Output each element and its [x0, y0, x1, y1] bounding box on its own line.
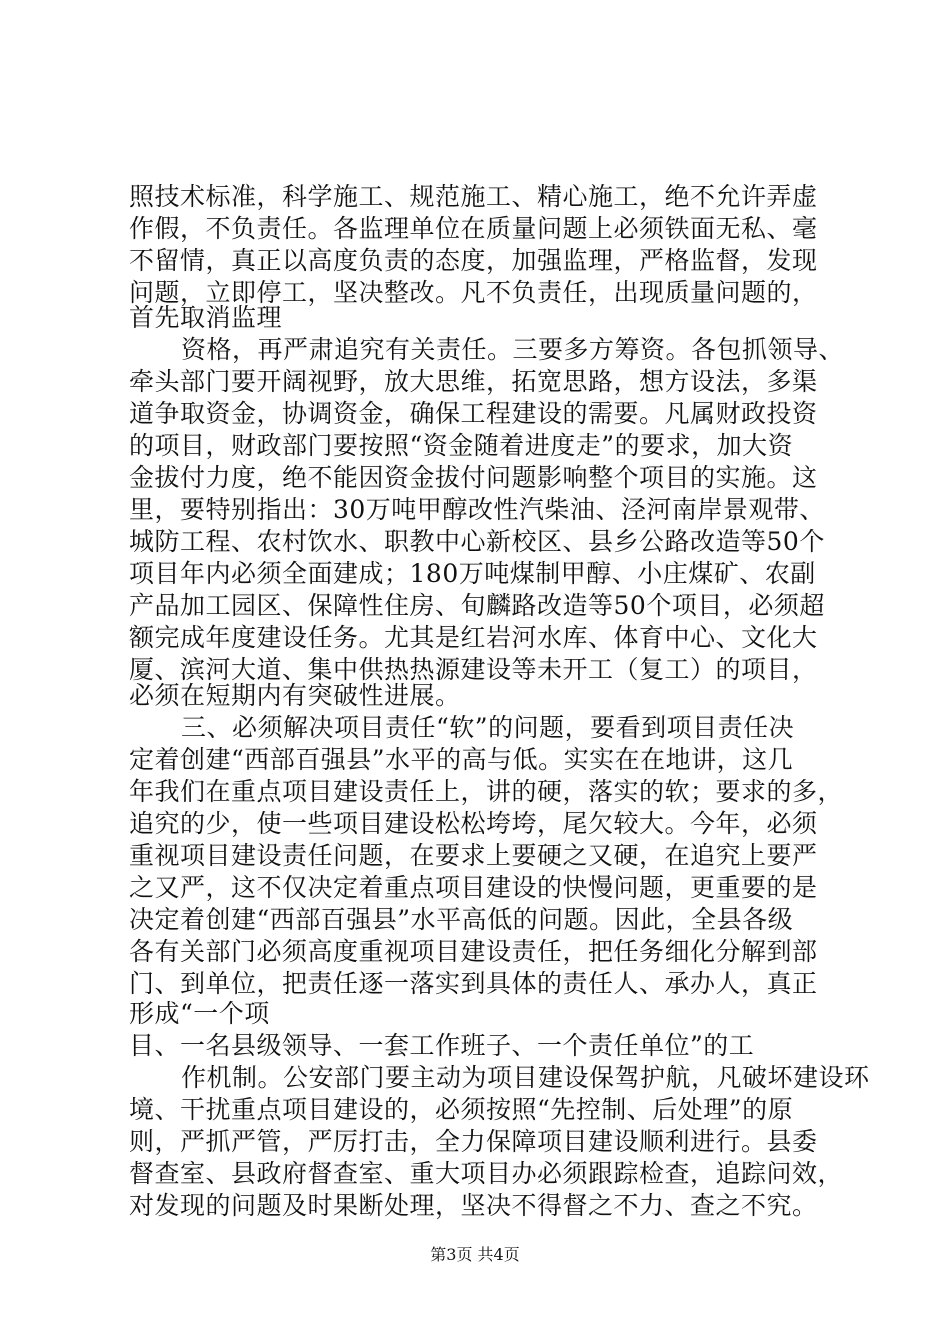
text-line-2: 作假，不负责任。各监理单位在质量问题上必须铁面无私、毫 — [129, 214, 818, 243]
text-line-7: 牵头部门要开阔视野，放大思维，拓宽思路，想方设法，多渠 — [129, 367, 818, 396]
text-line-15: 额完成年度建设任务。尤其是红岩河水库、体育中心、文化大 — [129, 623, 818, 652]
text-line-8: 道争取资金，协调资金，确保工程建设的需要。凡属财政投资 — [129, 399, 818, 428]
text-line-20: 年我们在重点项目建设责任上，讲的硬，落实的软；要求的多， — [129, 777, 844, 806]
text-line-17: 必须在短期内有突破性进展。 — [129, 681, 461, 710]
text-line-30: 境、干扰重点项目建设的，必须按照“先控制、后处理”的原 — [129, 1095, 794, 1124]
text-line-25: 各有关部门必须高度重视项目建设责任，把任务细化分解到部 — [129, 937, 818, 966]
text-line-10: 金拔付力度，绝不能因资金拔付问题影响整个项目的实施。这 — [129, 463, 818, 492]
page-footer: 第3页 共4页 — [430, 1245, 520, 1264]
text-line-19: 定着创建“西部百强县”水平的高与低。实实在在地讲，这几 — [129, 745, 794, 774]
text-line-6: 资格，再严肃追究有关责任。三要多方筹资。各包抓领导、 — [181, 335, 845, 364]
text-line-32: 督查室、县政府督查室、重大项目办必须跟踪检查，追踪问效， — [129, 1159, 844, 1188]
text-line-13: 项目年内必须全面建成；180万吨煤制甲醇、小庄煤矿、农副 — [129, 559, 816, 588]
text-line-33: 对发现的问题及时果断处理，坚决不得督之不力、查之不究。 — [129, 1191, 818, 1220]
text-line-24: 决定着创建“西部百强县”水平高低的问题。因此，全县各级 — [129, 905, 794, 934]
text-line-26: 门、到单位，把责任逐一落实到具体的责任人、承办人，真正 — [129, 969, 818, 998]
text-line-4: 问题，立即停工，坚决整改。凡不负责任，出现质量问题的， — [129, 278, 818, 307]
text-line-11: 里，要特别指出：30万吨甲醇改性汽柴油、泾河南岸景观带、 — [129, 495, 825, 524]
text-line-9: 的项目，财政部门要按照“资金随着进度走”的要求，加大资 — [129, 431, 794, 460]
text-line-29: 作机制。公安部门要主动为项目建设保驾护航，凡破坏建设环 — [181, 1063, 870, 1092]
text-line-16: 厦、滨河大道、集中供热热源建设等未开工（复工）的项目， — [129, 655, 818, 684]
text-line-23: 之又严，这不仅决定着重点项目建设的快慢问题，更重要的是 — [129, 873, 818, 902]
text-line-22: 重视项目建设责任问题，在要求上要硬之又硬，在追究上要严 — [129, 841, 818, 870]
text-line-28: 目、一名县级领导、一套工作班子、一个责任单位”的工 — [129, 1031, 755, 1060]
text-line-14: 产品加工园区、保障性住房、旬麟路改造等50个项目，必须超 — [129, 591, 825, 620]
text-line-27: 形成“一个项 — [129, 999, 270, 1028]
text-line-12: 城防工程、农村饮水、职教中心新校区、县乡公路改造等50个 — [129, 527, 825, 556]
text-line-31: 则，严抓严管，严厉打击，全力保障项目建设顺利进行。县委 — [129, 1127, 818, 1156]
text-line-1: 照技术标准，科学施工、规范施工、精心施工，绝不允许弄虚 — [129, 182, 818, 211]
text-line-21: 追究的少，使一些项目建设松松垮垮，尾欠较大。今年，必须 — [129, 809, 818, 838]
text-line-3: 不留情，真正以高度负责的态度，加强监理，严格监督，发现 — [129, 246, 818, 275]
text-line-5: 首先取消监理 — [129, 303, 283, 332]
text-line-18: 三、必须解决项目责任“软”的问题，要看到项目责任决 — [181, 713, 795, 742]
